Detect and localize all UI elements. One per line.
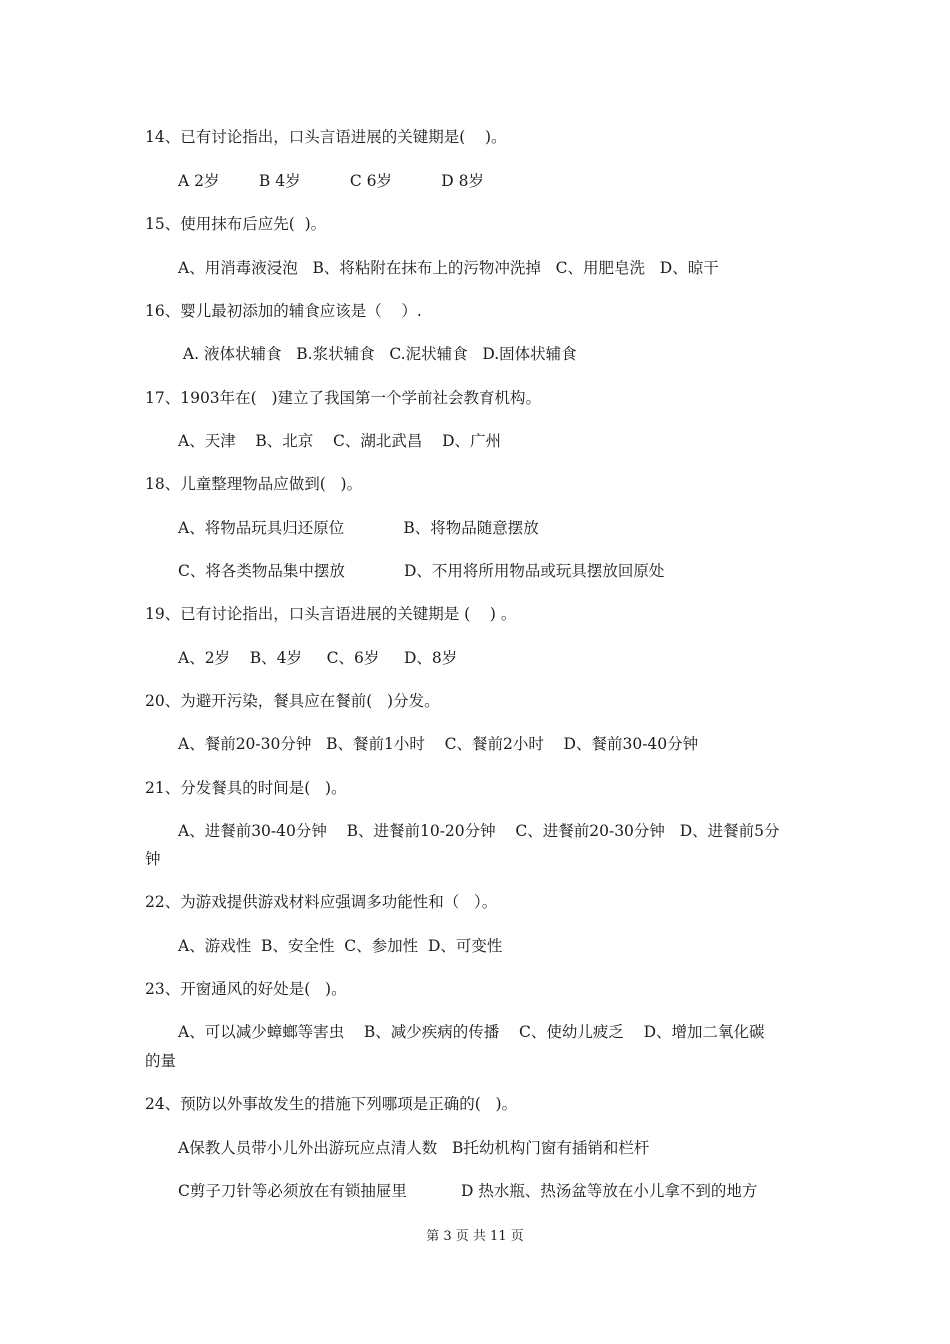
question-21-options-wrap: 钟 — [145, 850, 161, 868]
question-20: 20、为避开污染，餐具应在餐前( )分发。 — [145, 692, 440, 710]
question-23-options-wrap: 的量 — [145, 1052, 177, 1070]
question-16-options: A. 液体状辅食 B.浆状辅食 C.泥状辅食 D.固体状辅食 — [178, 345, 577, 363]
question-21: 21、分发餐具的时间是( )。 — [145, 779, 347, 797]
question-16: 16、婴儿最初添加的辅食应该是（ ）. — [145, 302, 422, 320]
question-22-options: A、游戏性 B、安全性 C、参加性 D、可变性 — [178, 937, 503, 955]
question-21-options: A、进餐前30-40分钟 B、进餐前10-20分钟 C、进餐前20-30分钟 D、进餐前5分 — [178, 822, 780, 840]
question-18-options-ab: A、将物品玩具归还原位 B、将物品随意摆放 — [178, 519, 539, 537]
question-19-options: A、2岁 B、4岁 C、6岁 D、8岁 — [178, 649, 458, 667]
question-23-options: A、可以减少蟑螂等害虫 B、减少疾病的传播 C、使幼儿疲乏 D、增加二氧化碳 — [178, 1023, 765, 1041]
question-17-options: A、天津 B、北京 C、湖北武昌 D、广州 — [178, 432, 501, 450]
question-23: 23、开窗通风的好处是( )。 — [145, 980, 347, 998]
question-15-options: A、用消毒液浸泡 B、将粘附在抹布上的污物冲洗掉 C、用肥皂洗 D、晾干 — [178, 259, 719, 277]
question-24: 24、预防以外事故发生的措施下列哪项是正确的( )。 — [145, 1095, 518, 1113]
question-14: 14、已有讨论指出，口头言语进展的关键期是( )。 — [145, 128, 507, 146]
question-20-options: A、餐前20-30分钟 B、餐前1小时 C、餐前2小时 D、餐前30-40分钟 — [178, 735, 699, 753]
question-22: 22、为游戏提供游戏材料应强调多功能性和（ ）。 — [145, 893, 498, 911]
question-14-options: A 2岁 B 4岁 C 6岁 D 8岁 — [178, 172, 484, 190]
question-24-options-ab: A保教人员带小儿外出游玩应点清人数 B托幼机构门窗有插销和栏杆 — [178, 1139, 650, 1157]
question-18: 18、儿童整理物品应做到( )。 — [145, 475, 363, 493]
page-footer: 第 3 页 共 11 页 — [426, 1229, 524, 1244]
question-24-options-cd: C剪子刀针等必须放在有锁抽屉里 D 热水瓶、热汤盆等放在小儿拿不到的地方 — [178, 1182, 758, 1200]
question-19: 19、已有讨论指出，口头言语进展的关键期是 ( ) 。 — [145, 605, 517, 623]
question-18-options-cd: C、将各类物品集中摆放 D、不用将所用物品或玩具摆放回原处 — [178, 562, 665, 580]
question-15: 15、使用抹布后应先( )。 — [145, 215, 327, 233]
question-17: 17、1903年在( )建立了我国第一个学前社会教育机构。 — [145, 389, 542, 407]
